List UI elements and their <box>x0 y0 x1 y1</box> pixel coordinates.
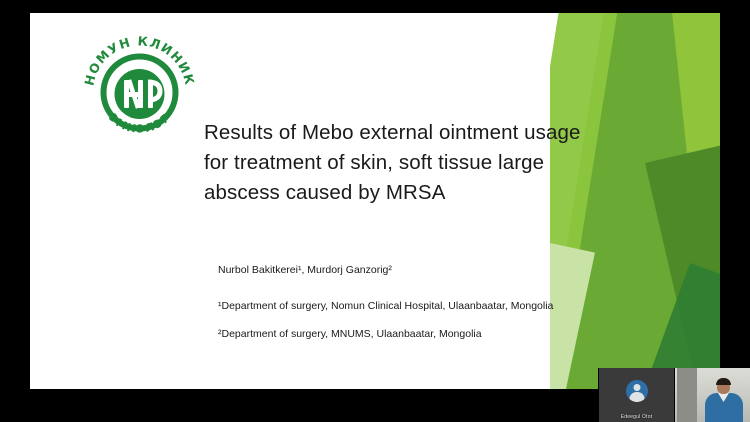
slide-affiliation-2: ²Department of surgery, MNUMS, Ulaanbaatar, Mongolia <box>218 328 482 340</box>
video-tile-strip <box>598 368 750 422</box>
participant-name-label: Edeegul Otot <box>620 414 653 420</box>
participant-tile-2[interactable] <box>674 368 750 422</box>
camera-feed-person-hair <box>716 378 731 385</box>
slide-title-line-2: for treatment of skin, soft tissue large <box>204 151 545 174</box>
participant-tile-1[interactable] <box>598 368 674 422</box>
slide-affiliation-1: ¹Department of surgery, Nomun Clinical Hospital, Ulaanbaatar, Mongolia <box>218 300 554 312</box>
slide-title-line-1: Results of Mebo external ointment usage <box>204 121 581 144</box>
presentation-slide <box>30 13 720 389</box>
avatar <box>626 380 648 402</box>
avatar-head-icon <box>633 384 640 391</box>
camera-feed-background <box>677 368 697 422</box>
slide-authors: Nurbol Bakitkerei¹, Murdorj Ganzorig² <box>218 264 392 276</box>
slide-title <box>204 118 604 208</box>
nomun-clinic-logo-icon <box>77 30 202 155</box>
svg-text:НОМУН КЛИНИК: НОМУН КЛИНИК <box>81 33 198 88</box>
svg-text:ЭМНЭЛЭГ: ЭМНЭЛЭГ <box>106 110 173 136</box>
avatar-body-icon <box>629 392 644 402</box>
slide-title-line-3: abscess caused by MRSA <box>204 181 446 204</box>
